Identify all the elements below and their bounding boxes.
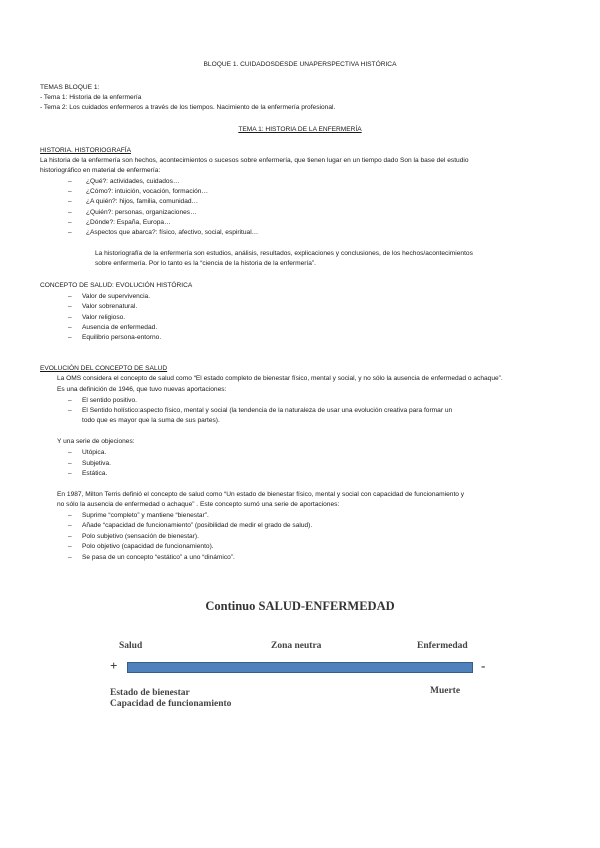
list-item: Ausencia de enfermedad. (82, 324, 158, 331)
list-item: ¿A quién?: hijos, familia, comunidad… (86, 198, 199, 205)
list-item: Valor de supervivencia. (82, 293, 151, 300)
bullet-dash: – (68, 522, 72, 529)
historia-line: historiográfico en material de enfermería: (40, 167, 161, 174)
list-item: ¿Dónde?: España, Europa… (86, 219, 171, 226)
bullet-dash: – (68, 229, 72, 236)
bullet-dash: – (68, 303, 72, 310)
list-item: ¿Quién?: personas, organizaciones… (86, 209, 197, 216)
label-zona-neutra: Zona neutra (271, 641, 322, 651)
bullet-dash: – (68, 460, 72, 467)
bullet-dash: – (68, 198, 72, 205)
temas-item: - Tema 2: Los cuidados enfermeros a través de los tiempos. Nacimiento de la enfermería profesional. (40, 104, 336, 111)
list-item: ¿Cómo?: intuición, vocación, formación… (86, 188, 209, 195)
list-item-continuation: todo que es mayor que la suma de sus partes). (82, 417, 220, 424)
list-item: Valor religioso. (82, 314, 126, 321)
bullet-dash: – (68, 470, 72, 477)
continuum-bar (127, 662, 473, 673)
list-item: Polo subjetivo (sensación de bienestar). (82, 533, 199, 540)
historia-line: La historia de la enfermería son hechos, acontecimientos o sucesos sobre enfermería, que tienen lugar en un tiempo dado Son la base del estudio (40, 157, 469, 164)
minus-sign: - (481, 658, 486, 673)
bullet-dash: – (68, 188, 72, 195)
bullet-dash: – (68, 533, 72, 540)
list-item: Añade “capacidad de funcionamiento” (posibilidad de medir el grado de salud). (82, 522, 313, 529)
bullet-dash: – (68, 449, 72, 456)
bullet-dash: – (68, 219, 72, 226)
tema1-title: TEMA 1: HISTORIA DE LA ENFERMERÍA (238, 126, 362, 133)
list-item: Se pasa de un concepto “estático” a uno “dinámico”. (82, 554, 235, 561)
oms-line: La OMS considera el concepto de salud como “El estado completo de bienestar físico, mental y social, y no sólo la ausencia de enfermedad o achaque”. (57, 375, 503, 382)
bullet-dash: – (68, 293, 72, 300)
bullet-dash: – (68, 324, 72, 331)
list-item: Valor sobrenatural. (82, 303, 138, 310)
oms-line: Es una definición de 1946, que tuvo nuevas aportaciones: (57, 386, 227, 393)
bullet-dash: – (68, 334, 72, 341)
bullet-dash: – (68, 178, 72, 185)
list-item: Subjetiva. (82, 460, 111, 467)
list-item: Estática. (82, 470, 108, 477)
plus-sign: + (110, 658, 118, 673)
list-item: Suprime “completo” y mantiene “bienestar”. (82, 512, 209, 519)
bullet-dash: – (68, 554, 72, 561)
historiografia-paragraph-line: sobre enfermería. Por lo tanto es la “ciencia de la historia de la enfermería”. (95, 260, 317, 267)
list-item: Polo objetivo (capacidad de funcionamiento). (82, 543, 214, 550)
temas-item: - Tema 1: Historia de la enfermería (40, 94, 142, 101)
label-estado-bienestar: Estado de bienestar (110, 688, 190, 698)
historia-heading: HISTORIA. HISTORIOGRAFÍA (40, 147, 131, 154)
list-item: ¿Aspectos que abarca?: físico, afectivo, social, espiritual… (86, 229, 259, 236)
list-item: El sentido positivo. (82, 397, 137, 404)
terris-line: no sólo la ausencia de enfermedad o achaque” . Este concepto sumó una serie de aportaciones: (57, 501, 340, 508)
list-item: ¿Qué?: actividades, cuidados… (86, 178, 180, 185)
list-item: Utópica. (82, 449, 107, 456)
label-salud: Salud (119, 641, 143, 651)
temas-heading: TEMAS BLOQUE 1: (40, 84, 100, 91)
concepto-heading: CONCEPTO DE SALUD: EVOLUCIÓN HISTÓRICA (40, 282, 193, 289)
label-capacidad-funcionamiento: Capacidad de funcionamiento (110, 699, 232, 709)
page-title: BLOQUE 1. CUIDADOSDESDE UNAPERSPECTIVA HISTÓRICA (203, 61, 397, 68)
list-item: Equilibrio persona-entorno. (82, 334, 162, 341)
diagram-title: Continuo SALUD-ENFERMEDAD (205, 599, 395, 613)
terris-line: En 1987, Milton Terris definió el concepto de salud como “Un estado de bienestar físico, mental y social con capacidad de funcionamiento y (57, 491, 465, 498)
bullet-dash: – (68, 397, 72, 404)
bullet-dash: – (68, 314, 72, 321)
bullet-dash: – (68, 407, 72, 414)
bullet-dash: – (68, 512, 72, 519)
list-item: El Sentido holístico:aspecto físico, mental y social (la tendencia de la naturaleza de usar una evolución creativa para formar un (82, 407, 453, 414)
evolucion-heading: EVOLUCIÓN DEL CONCEPTO DE SALUD (40, 365, 168, 372)
bullet-dash: – (68, 543, 72, 550)
bullet-dash: – (68, 209, 72, 216)
label-muerte: Muerte (430, 686, 461, 696)
objeciones-heading: Y una serie de objeciones: (57, 438, 135, 445)
historiografia-paragraph-line: La historiografía de la enfermería son estudios, análisis, resultados, explicaciones y conclusiones, de los hechos/acontecimientos (95, 250, 473, 257)
label-enfermedad: Enfermedad (417, 641, 468, 651)
